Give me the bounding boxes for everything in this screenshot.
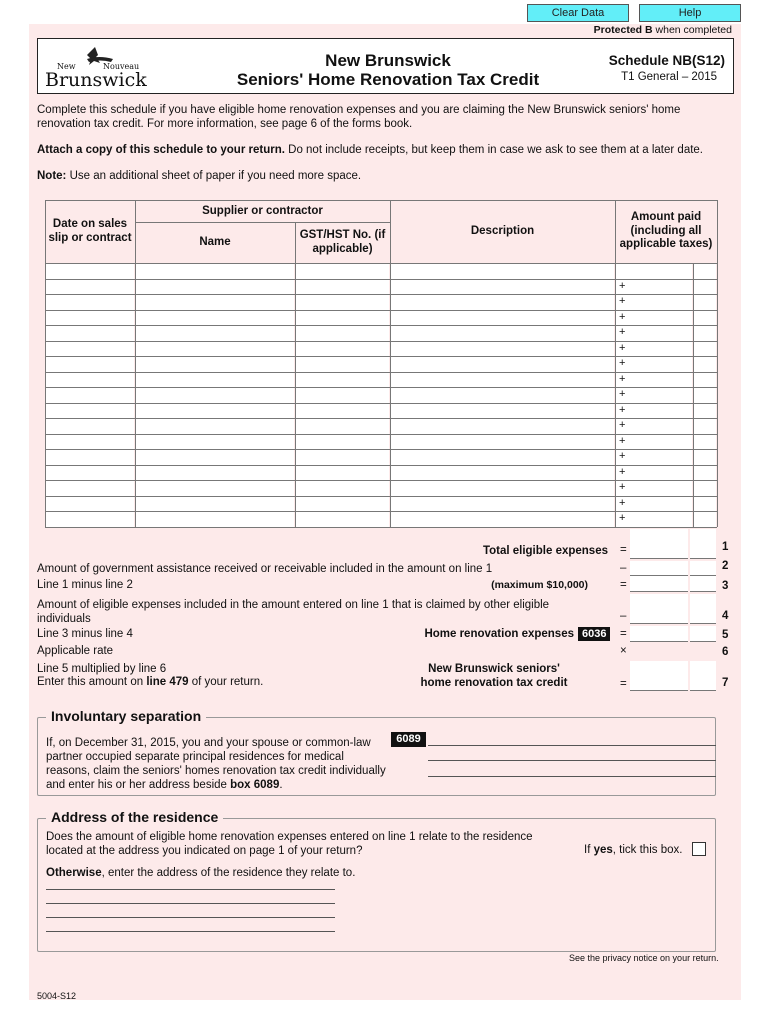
table-row-line xyxy=(45,403,717,404)
plus-sign: + xyxy=(619,512,626,524)
table-row-line xyxy=(45,480,717,481)
table-row-line xyxy=(45,325,717,326)
table-cell-cents[interactable] xyxy=(694,264,716,279)
table-cell-cents[interactable] xyxy=(694,280,716,295)
table-cell-name[interactable] xyxy=(136,280,294,295)
form-header xyxy=(37,38,734,94)
table-cell-date[interactable] xyxy=(46,326,134,341)
table-row-line xyxy=(45,434,717,435)
line1-number: 1 xyxy=(722,541,729,553)
table-row-line xyxy=(45,310,717,311)
table-column-line xyxy=(45,200,46,527)
line4-operator: – xyxy=(620,610,627,622)
privacy-notice: See the privacy notice on your return. xyxy=(569,953,719,963)
table-cell-amount[interactable] xyxy=(616,373,692,388)
table-column-line xyxy=(390,200,391,527)
form-subtitle: T1 General – 2015 xyxy=(621,71,717,83)
col-header-name: Name xyxy=(199,236,231,248)
line4-label: Amount of eligible expenses included in the amount entered on line 1 that is claimed by other eligible individuals xyxy=(37,599,550,625)
address-residence-title: Address of the residence xyxy=(46,809,223,825)
line5-cents-field[interactable] xyxy=(690,626,716,642)
table-cell-gst[interactable] xyxy=(296,466,389,481)
table-cell-gst[interactable] xyxy=(296,311,389,326)
table-cell-description[interactable] xyxy=(391,419,614,434)
logo-brunswick-text: Brunswick xyxy=(45,69,147,89)
table-cell-gst[interactable] xyxy=(296,357,389,372)
table-row-line xyxy=(45,372,717,373)
help-button[interactable]: Help xyxy=(639,4,741,22)
line5-right-label: Home renovation expenses xyxy=(424,628,574,640)
residence-address-line-3[interactable] xyxy=(46,917,335,918)
attach-rest: Do not include receipts, but keep them in case we ask to see them at a later date. xyxy=(284,144,704,156)
line3-cents-field[interactable] xyxy=(690,576,716,592)
table-cell-cents[interactable] xyxy=(694,404,716,419)
tick-label-yes: yes xyxy=(593,844,613,856)
plus-sign: + xyxy=(619,403,626,416)
line3-label: Line 1 minus line 2 xyxy=(37,579,133,591)
col-header-supplier: Supplier or contractor xyxy=(202,205,323,217)
table-cell-date[interactable] xyxy=(46,466,134,481)
table-cell-gst[interactable] xyxy=(296,450,389,465)
plus-sign: + xyxy=(619,326,626,338)
table-cell-cents[interactable] xyxy=(694,373,716,388)
col-header-amount: Amount paid (including all applicable taxes) xyxy=(619,211,713,250)
table-cell-gst[interactable] xyxy=(296,295,389,310)
table-cell-gst[interactable] xyxy=(296,512,389,527)
table-cell-cents[interactable] xyxy=(694,435,716,450)
table-cell-amount[interactable] xyxy=(616,264,692,279)
table-cell-cents[interactable] xyxy=(694,450,716,465)
table-row-line xyxy=(45,418,717,419)
code-6036: 6036 xyxy=(578,627,610,641)
plus-sign: + xyxy=(619,450,626,462)
table-cell-amount[interactable] xyxy=(616,512,692,527)
table-cell-description[interactable] xyxy=(391,264,614,279)
table-cell-cents[interactable] xyxy=(694,357,716,372)
involuntary-separation-title: Involuntary separation xyxy=(46,708,206,724)
schedule-id: Schedule NB(S12) xyxy=(608,53,725,68)
new-brunswick-logo xyxy=(43,45,163,89)
table-cell-gst[interactable] xyxy=(296,497,389,512)
table-cell-description[interactable] xyxy=(391,497,614,512)
line7-cents-field[interactable] xyxy=(690,661,716,691)
table-cell-name[interactable] xyxy=(136,388,294,403)
table-cell-date[interactable] xyxy=(46,264,134,279)
form-number: 5004-S12 xyxy=(37,991,77,1001)
yes-checkbox[interactable] xyxy=(692,842,706,856)
table-cell-description[interactable] xyxy=(391,342,614,357)
table-cell-cents[interactable] xyxy=(694,311,716,326)
table-cell-amount[interactable] xyxy=(616,357,692,372)
plus-sign: + xyxy=(619,341,626,354)
table-cell-amount[interactable] xyxy=(616,481,692,496)
table-cell-amount[interactable] xyxy=(616,280,692,295)
table-cell-date[interactable] xyxy=(46,497,134,512)
table-cell-amount[interactable] xyxy=(616,435,692,450)
involuntary-box-ref: box 6089 xyxy=(230,779,280,791)
attach-bold: Attach a copy of this schedule to your return. xyxy=(37,144,285,156)
line2-number: 2 xyxy=(722,560,729,572)
line7-number: 7 xyxy=(722,677,729,689)
table-cell-amount[interactable] xyxy=(616,497,692,512)
table-cell-description[interactable] xyxy=(391,295,614,310)
table-cell-date[interactable] xyxy=(46,419,134,434)
supplier-divider xyxy=(135,222,390,223)
line7-right-b: home renovation tax credit xyxy=(420,677,568,689)
table-cell-description[interactable] xyxy=(391,450,614,465)
attach-instruction xyxy=(37,143,737,157)
table-cell-gst[interactable] xyxy=(296,280,389,295)
table-cell-amount[interactable] xyxy=(616,419,692,434)
table-cell-amount[interactable] xyxy=(616,388,692,403)
line1-cents-field[interactable] xyxy=(690,529,716,559)
otherwise-text xyxy=(46,866,355,880)
table-cell-name[interactable] xyxy=(136,435,294,450)
involuntary-text xyxy=(46,736,391,792)
table-cell-date[interactable] xyxy=(46,481,134,496)
table-cell-amount[interactable] xyxy=(616,295,692,310)
table-row-line xyxy=(45,496,717,497)
line6-operator: × xyxy=(620,645,627,657)
table-cell-description[interactable] xyxy=(391,435,614,450)
tick-label-a: If xyxy=(584,844,594,856)
table-row-line xyxy=(45,387,717,388)
plus-sign: + xyxy=(619,357,626,369)
table-cell-amount[interactable] xyxy=(616,342,692,357)
col-header-description: Description xyxy=(470,225,535,237)
address-residence-section xyxy=(37,809,716,952)
code-6089: 6089 xyxy=(391,732,426,747)
table-cell-date[interactable] xyxy=(46,342,134,357)
table-row-line xyxy=(45,465,717,466)
line7-amount-field[interactable] xyxy=(630,661,688,691)
table-row-line xyxy=(45,527,717,528)
plus-sign: + xyxy=(619,419,626,431)
table-cell-description[interactable] xyxy=(391,357,614,372)
table-cell-date[interactable] xyxy=(46,373,134,388)
table-cell-gst[interactable] xyxy=(296,264,389,279)
table-row-line xyxy=(45,294,717,295)
table-cell-gst[interactable] xyxy=(296,373,389,388)
table-cell-gst[interactable] xyxy=(296,326,389,341)
table-row-line xyxy=(45,449,717,450)
line6-number: 6 xyxy=(722,646,729,658)
line7-label-b1: Enter this amount on xyxy=(37,676,147,688)
line3-maximum: (maximum $10,000) xyxy=(491,579,588,591)
line2-operator: – xyxy=(620,562,627,574)
plus-sign: + xyxy=(619,481,626,493)
table-cell-cents[interactable] xyxy=(694,481,716,496)
involuntary-separation-section xyxy=(37,708,716,796)
address-question: Does the amount of eligible home renovation expenses entered on line 1 relate to the residence located at the address you indicated on page 1 of your return? xyxy=(46,831,533,857)
tick-label-c: , tick this box. xyxy=(612,844,683,856)
note-text xyxy=(37,169,737,183)
table-cell-gst[interactable] xyxy=(296,435,389,450)
table-cell-name[interactable] xyxy=(136,404,294,419)
line2-cents-field[interactable] xyxy=(690,561,716,576)
table-cell-date[interactable] xyxy=(46,404,134,419)
table-cell-name[interactable] xyxy=(136,373,294,388)
line3-amount-field[interactable] xyxy=(630,576,688,592)
note-bold: Note: xyxy=(37,170,67,182)
table-row-line xyxy=(45,263,717,264)
table-cell-cents[interactable] xyxy=(694,388,716,403)
table-cell-amount[interactable] xyxy=(616,404,692,419)
table-cell-gst[interactable] xyxy=(296,388,389,403)
table-column-line xyxy=(135,200,136,527)
table-cell-description[interactable] xyxy=(391,311,614,326)
plus-sign: + xyxy=(619,295,626,307)
table-column-line xyxy=(717,200,718,527)
protected-b-bold: Protected B xyxy=(593,24,653,36)
spouse-address-line-3[interactable] xyxy=(428,776,716,777)
table-cell-name[interactable] xyxy=(136,311,294,326)
table-cell-cents[interactable] xyxy=(694,466,716,481)
table-cell-description[interactable] xyxy=(391,481,614,496)
logo-new-text: New xyxy=(57,62,76,71)
table-cell-description[interactable] xyxy=(391,280,614,295)
table-cell-description[interactable] xyxy=(391,388,614,403)
tick-box-label xyxy=(584,843,682,857)
table-cell-date[interactable] xyxy=(46,357,134,372)
table-cell-amount[interactable] xyxy=(616,450,692,465)
residence-address-line-2[interactable] xyxy=(46,903,335,904)
line4-amount-field[interactable] xyxy=(630,594,688,624)
line7-line479: line 479 xyxy=(146,676,189,688)
residence-address-line-4[interactable] xyxy=(46,931,335,932)
table-cell-name[interactable] xyxy=(136,466,294,481)
plus-sign: + xyxy=(619,388,626,400)
table-cell-name[interactable] xyxy=(136,295,294,310)
spouse-address-line-2[interactable] xyxy=(428,760,716,761)
line5-operator: = xyxy=(620,628,627,640)
line1-label: Total eligible expenses xyxy=(482,545,608,557)
involuntary-text-main: If, on December 31, 2015, you and your spouse or common-law partner occupied separate principal residences for medical reasons, claim the seniors' homes renovation tax credit individually and enter his or her address beside xyxy=(46,737,386,791)
table-column-line xyxy=(615,200,616,527)
table-cell-date[interactable] xyxy=(46,450,134,465)
plus-sign: + xyxy=(619,434,626,447)
table-cell-date[interactable] xyxy=(46,512,134,527)
protected-b-label xyxy=(594,24,732,36)
line7-label-b xyxy=(37,675,263,689)
table-cell-cents[interactable] xyxy=(694,326,716,341)
line7-label-a: Line 5 multiplied by line 6 xyxy=(37,663,167,675)
table-cell-description[interactable] xyxy=(391,512,614,527)
table-cell-name[interactable] xyxy=(136,512,294,527)
table-cell-description[interactable] xyxy=(391,404,614,419)
table-cell-cents[interactable] xyxy=(694,497,716,512)
line2-label: Amount of government assistance received or receivable included in the amount on line 1 xyxy=(37,563,493,575)
line5-amount-field[interactable] xyxy=(630,626,688,642)
table-cell-cents[interactable] xyxy=(694,512,716,527)
plus-sign: + xyxy=(619,310,626,323)
table-row-line xyxy=(45,279,717,280)
plus-sign: + xyxy=(619,496,626,509)
line4-number: 4 xyxy=(722,610,729,622)
line6-label: Applicable rate xyxy=(37,645,114,657)
table-cell-cents[interactable] xyxy=(694,419,716,434)
line7-operator: = xyxy=(620,678,627,690)
line3-number: 3 xyxy=(722,580,729,592)
table-cell-amount[interactable] xyxy=(616,326,692,341)
col-header-gst: GST/HST No. (if applicable) xyxy=(299,229,386,255)
table-cell-description[interactable] xyxy=(391,466,614,481)
intro-paragraph: Complete this schedule if you have eligible home renovation expenses and you are claiming the New Brunswick seniors' home renovation tax credit. For more information, see page 6 of the forms book. xyxy=(37,104,681,130)
form-title-line2: Seniors' Home Renovation Tax Credit xyxy=(236,70,540,89)
protected-b-rest: when completed xyxy=(652,24,732,36)
plus-sign: + xyxy=(619,279,626,292)
plus-sign: + xyxy=(619,372,626,385)
table-cell-cents[interactable] xyxy=(694,342,716,357)
table-cell-description[interactable] xyxy=(391,326,614,341)
table-cell-name[interactable] xyxy=(136,481,294,496)
otherwise-bold: Otherwise xyxy=(46,867,102,879)
line1-operator: = xyxy=(620,544,627,556)
note-rest: Use an additional sheet of paper if you need more space. xyxy=(66,170,362,182)
table-cell-date[interactable] xyxy=(46,280,134,295)
line7-label-b3: of your return. xyxy=(188,676,264,688)
table-cell-date[interactable] xyxy=(46,435,134,450)
table-cell-name[interactable] xyxy=(136,357,294,372)
table-cell-date[interactable] xyxy=(46,388,134,403)
table-cell-gst[interactable] xyxy=(296,342,389,357)
table-cell-gst[interactable] xyxy=(296,419,389,434)
table-column-line xyxy=(693,263,694,527)
clear-data-button[interactable]: Clear Data xyxy=(527,4,629,22)
table-cell-name[interactable] xyxy=(136,497,294,512)
table-cell-cents[interactable] xyxy=(694,295,716,310)
spouse-address-line-1[interactable] xyxy=(428,745,716,746)
col-header-date: Date on sales slip or contract xyxy=(48,218,132,244)
table-cell-name[interactable] xyxy=(136,326,294,341)
table-top-border xyxy=(45,200,717,201)
plus-sign: + xyxy=(619,465,626,478)
line2-amount-field[interactable] xyxy=(630,561,688,576)
line1-amount-field[interactable] xyxy=(630,529,688,559)
otherwise-rest: , enter the address of the residence they relate to. xyxy=(101,867,356,879)
expenses-table xyxy=(45,200,717,530)
table-cell-name[interactable] xyxy=(136,342,294,357)
line7-right-a: New Brunswick seniors' xyxy=(428,663,560,675)
logo-nouveau-text: Nouveau xyxy=(103,62,140,71)
table-column-line xyxy=(295,222,296,527)
table-cell-amount[interactable] xyxy=(616,311,692,326)
form-title-line1: New Brunswick xyxy=(325,51,451,70)
table-cell-name[interactable] xyxy=(136,419,294,434)
table-cell-description[interactable] xyxy=(391,373,614,388)
table-cell-amount[interactable] xyxy=(616,466,692,481)
table-row-line xyxy=(45,341,717,342)
table-cell-gst[interactable] xyxy=(296,481,389,496)
table-cell-name[interactable] xyxy=(136,264,294,279)
line3-operator: = xyxy=(620,579,627,591)
table-cell-date[interactable] xyxy=(46,295,134,310)
involuntary-text-end: . xyxy=(279,779,283,791)
table-cell-gst[interactable] xyxy=(296,404,389,419)
residence-address-line-1[interactable] xyxy=(46,889,335,890)
table-row-line xyxy=(45,356,717,357)
table-row-line xyxy=(45,511,717,512)
line5-label: Line 3 minus line 4 xyxy=(37,628,133,640)
table-cell-date[interactable] xyxy=(46,311,134,326)
line5-number: 5 xyxy=(722,629,729,641)
table-cell-name[interactable] xyxy=(136,450,294,465)
line4-cents-field[interactable] xyxy=(690,594,716,624)
